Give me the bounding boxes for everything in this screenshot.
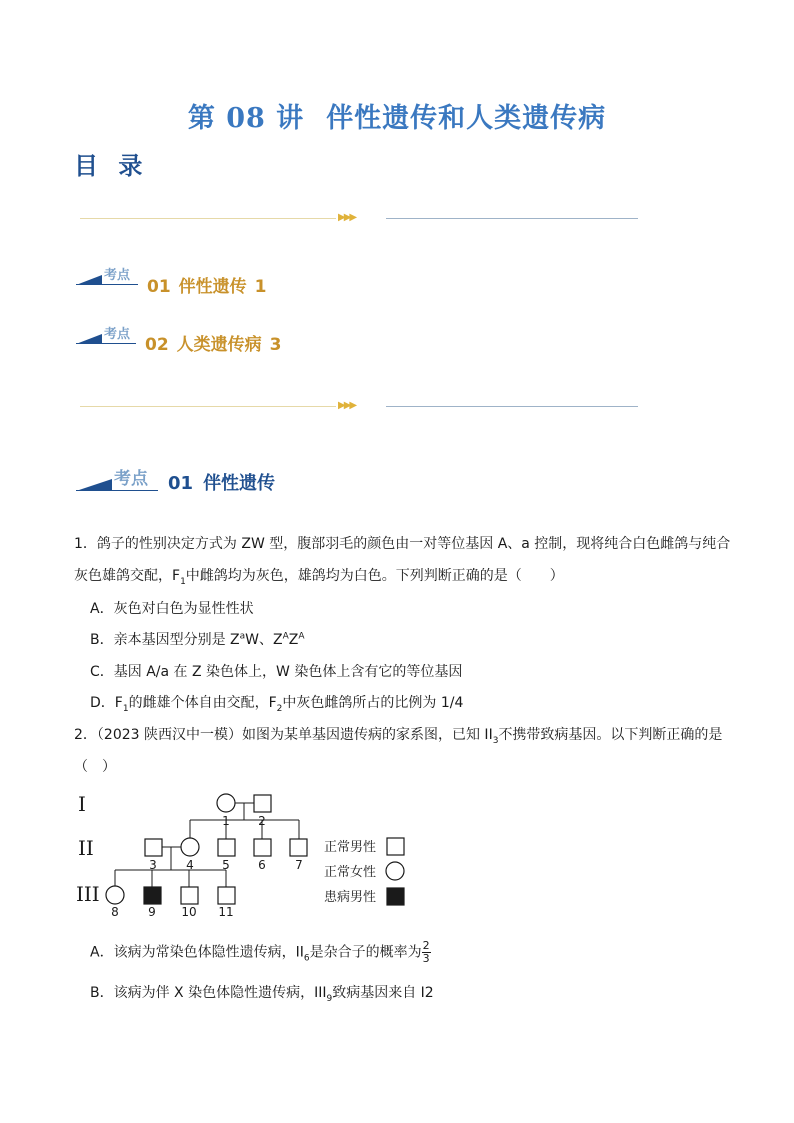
q1-option-a: A．灰色对白色为显性性状 bbox=[90, 601, 254, 617]
toc-entry-1[interactable]: 01 伴性遗传 1 bbox=[147, 277, 267, 297]
svg-text:10: 10 bbox=[181, 905, 197, 919]
individual-I1 bbox=[217, 794, 235, 812]
svg-text:9: 9 bbox=[148, 905, 156, 919]
individual-III10 bbox=[181, 887, 198, 904]
individual-II6 bbox=[254, 839, 271, 856]
individual-II4 bbox=[181, 838, 199, 856]
individual-III8 bbox=[106, 886, 124, 904]
legend-square-icon bbox=[387, 838, 404, 855]
section-tag: 考点 bbox=[76, 471, 158, 491]
svg-text:1: 1 bbox=[222, 814, 230, 828]
legend-normal-male: 正常男性 bbox=[324, 840, 377, 855]
svg-text:7: 7 bbox=[295, 858, 303, 872]
q1-line1: 1．鸽子的性别决定方式为 ZW 型，腹部羽毛的颜色由一对等位基因 A、a 控制，现将纯合白色雌鸽与纯合 bbox=[74, 536, 731, 552]
individual-II3 bbox=[145, 839, 162, 856]
legend-normal-female: 正常女性 bbox=[324, 865, 377, 880]
toc-tag-2: 考点 bbox=[76, 328, 136, 344]
q1-line2: 灰色雄鸽交配，$F_1$中雌鸽均为灰色，雄鸽均为白色。下列判断正确的是（ ） bbox=[74, 568, 564, 587]
divider-right bbox=[386, 218, 638, 219]
svg-text:4: 4 bbox=[186, 858, 194, 872]
divider-right bbox=[386, 406, 638, 407]
svg-text:8: 8 bbox=[111, 905, 119, 919]
section-title: 01 伴性遗传 bbox=[168, 473, 276, 494]
gen-label-3: III bbox=[76, 882, 100, 906]
q1-option-c: C．基因 A/a 在 Z 染色体上，W 染色体上含有它的等位基因 bbox=[90, 664, 463, 680]
q2-option-b: B．该病为伴 X 染色体隐性遗传病，$III_9$致病基因来自 I2 bbox=[90, 985, 434, 1004]
individual-II5 bbox=[218, 839, 235, 856]
divider-left bbox=[80, 406, 336, 407]
lecture-number: 第 08 讲 bbox=[187, 103, 305, 134]
gen-label-2: II bbox=[78, 836, 94, 860]
legend-filled-square-icon bbox=[387, 888, 404, 905]
legend-circle-icon bbox=[386, 862, 404, 880]
toc-heading: 目 录 bbox=[74, 152, 149, 180]
svg-text:5: 5 bbox=[222, 858, 230, 872]
gen-label-1: I bbox=[78, 792, 86, 816]
q1-option-d: D．$F_1$的雌雄个体自由交配，$F_2$中灰色雌鸽所占的比例为 1/4 bbox=[90, 695, 464, 714]
pedigree-chart bbox=[60, 785, 420, 925]
toc-tag-1: 考点 bbox=[76, 269, 138, 285]
svg-text:6: 6 bbox=[258, 858, 266, 872]
toc-entry-2[interactable]: 02 人类遗传病 3 bbox=[145, 335, 282, 355]
fraction: $\frac{2}{3}$ bbox=[422, 939, 430, 965]
divider-arrows-icon: ▶▶▶ bbox=[338, 212, 356, 223]
divider-left bbox=[80, 218, 336, 219]
individual-I2 bbox=[254, 795, 271, 812]
q1-option-b: B．亲本基因型分别是 $Z^aW$、$Z^AZ^A$ bbox=[90, 631, 305, 648]
individual-III11 bbox=[218, 887, 235, 904]
q2-line1: 2．（2023 陕西汉中一模）如图为某单基因遗传病的家系图，已知 $II_3$不携带致病基因。以下判断正确的是 bbox=[74, 727, 723, 746]
svg-text:11: 11 bbox=[218, 905, 234, 919]
lecture-title: 伴性遗传和人类遗传病 bbox=[326, 103, 607, 134]
q2-option-a: A．该病为常染色体隐性遗传病，$II_6$是杂合子的概率为 $\frac{2}{3}$ bbox=[90, 939, 430, 965]
svg-text:3: 3 bbox=[149, 858, 157, 872]
divider-arrows-icon: ▶▶▶ bbox=[338, 400, 356, 411]
page-title bbox=[0, 96, 794, 135]
individual-III9 bbox=[144, 887, 161, 904]
q2-line2: （ ） bbox=[74, 759, 116, 775]
svg-text:2: 2 bbox=[258, 814, 266, 828]
individual-II7 bbox=[290, 839, 307, 856]
legend-affected-male: 患病男性 bbox=[324, 890, 377, 905]
